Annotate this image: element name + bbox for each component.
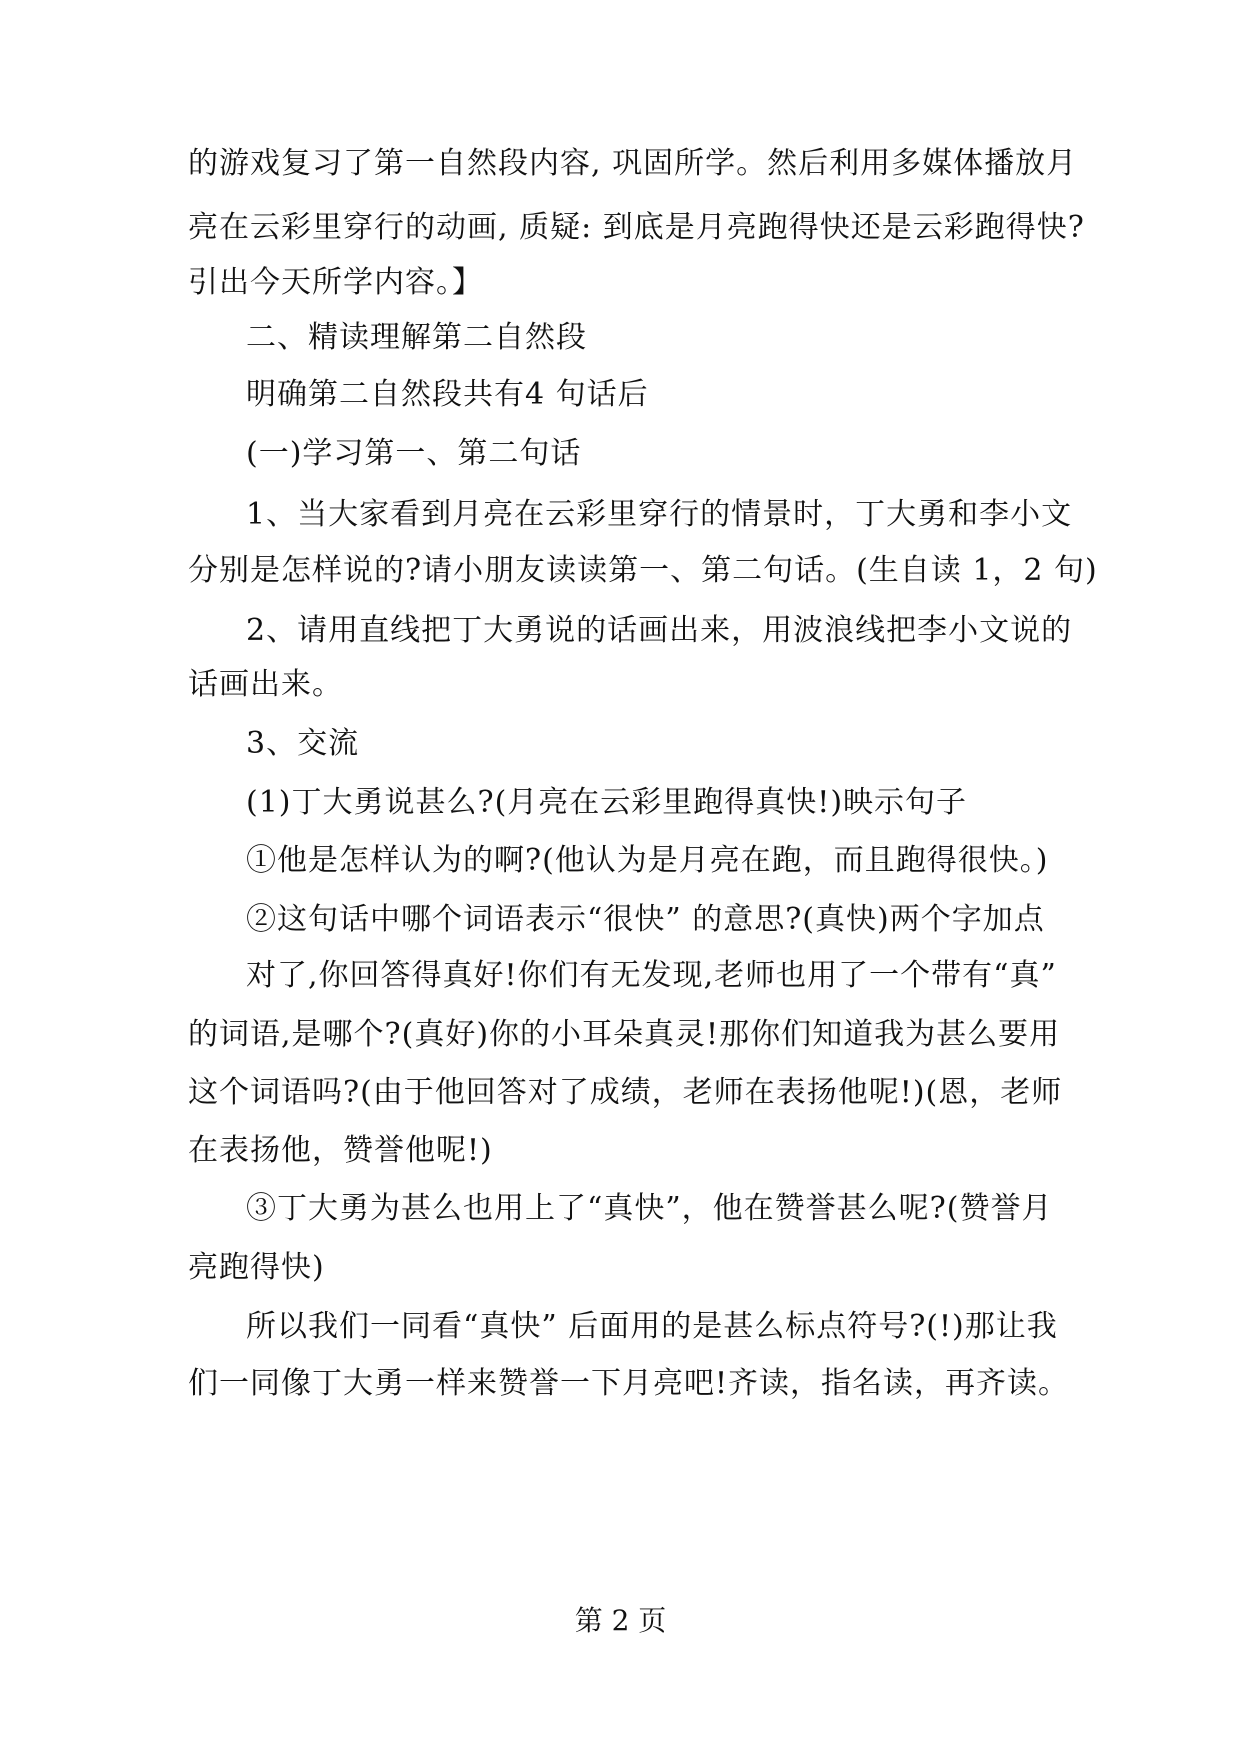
paragraph-line-12: (1)丁大勇说甚么?(月亮在云彩里跑得真快!)映示句子 [246, 785, 968, 820]
paragraph-line-13: ①他是怎样认为的啊?(他认为是月亮在跑，而且跑得很快。) [246, 843, 1049, 878]
paragraph-line-20: 亮跑得快) [188, 1250, 325, 1285]
paragraph-line-18: 在表扬他，赞誉他呢!) [188, 1133, 493, 1168]
paragraph-line-22: 们一同像丁大勇一样来赞誉一下月亮吧!齐读，指名读，再齐读。 [188, 1366, 1070, 1401]
paragraph-line-16: 的词语,是哪个?(真好)你的小耳朵真灵!那你们知道我为甚么要用 [188, 1017, 1061, 1052]
paragraph-line-2: 亮在云彩里穿行的动画, 质疑: 到底是月亮跑得快还是云彩跑得快? [188, 210, 1085, 245]
paragraph-line-11: 3、交流 [246, 726, 360, 761]
paragraph-line-9: 2、请用直线把丁大勇说的话画出来，用波浪线把李小文说的 [246, 613, 1073, 648]
paragraph-line-10: 话画出来。 [188, 667, 343, 702]
paragraph-line-1: 的游戏复习了第一自然段内容, 巩固所学。然后利用多媒体播放月 [188, 146, 1078, 181]
paragraph-line-7: 1、当大家看到月亮在云彩里穿行的情景时，丁大勇和李小文 [246, 497, 1073, 532]
paragraph-line-5: 明确第二自然段共有4 句话后 [246, 377, 649, 412]
page-number-footer: 第 2 页 [574, 1604, 667, 1637]
subsection-heading-1: (一)学习第一、第二句话 [246, 436, 582, 471]
paragraph-line-8: 分别是怎样说的?请小朋友读读第一、第二句话。(生自读 1，2 句) [188, 553, 1098, 588]
paragraph-line-3: 引出今天所学内容。】 [188, 265, 483, 300]
paragraph-line-21: 所以我们一同看“真快” 后面用的是甚么标点符号?(!)那让我 [246, 1309, 1058, 1344]
paragraph-line-14: ②这句话中哪个词语表示“很快” 的意思?(真快)两个字加点 [246, 902, 1045, 937]
paragraph-line-19: ③丁大勇为甚么也用上了“真快”，他在赞誉甚么呢?(赞誉月 [246, 1191, 1053, 1226]
section-heading-2: 二、精读理解第二自然段 [246, 320, 587, 355]
paragraph-line-17: 这个词语吗?(由于他回答对了成绩，老师在表扬他呢!)(恩，老师 [188, 1075, 1063, 1110]
paragraph-line-15: 对了,你回答得真好!你们有无发现,老师也用了一个带有“真” [246, 958, 1057, 993]
